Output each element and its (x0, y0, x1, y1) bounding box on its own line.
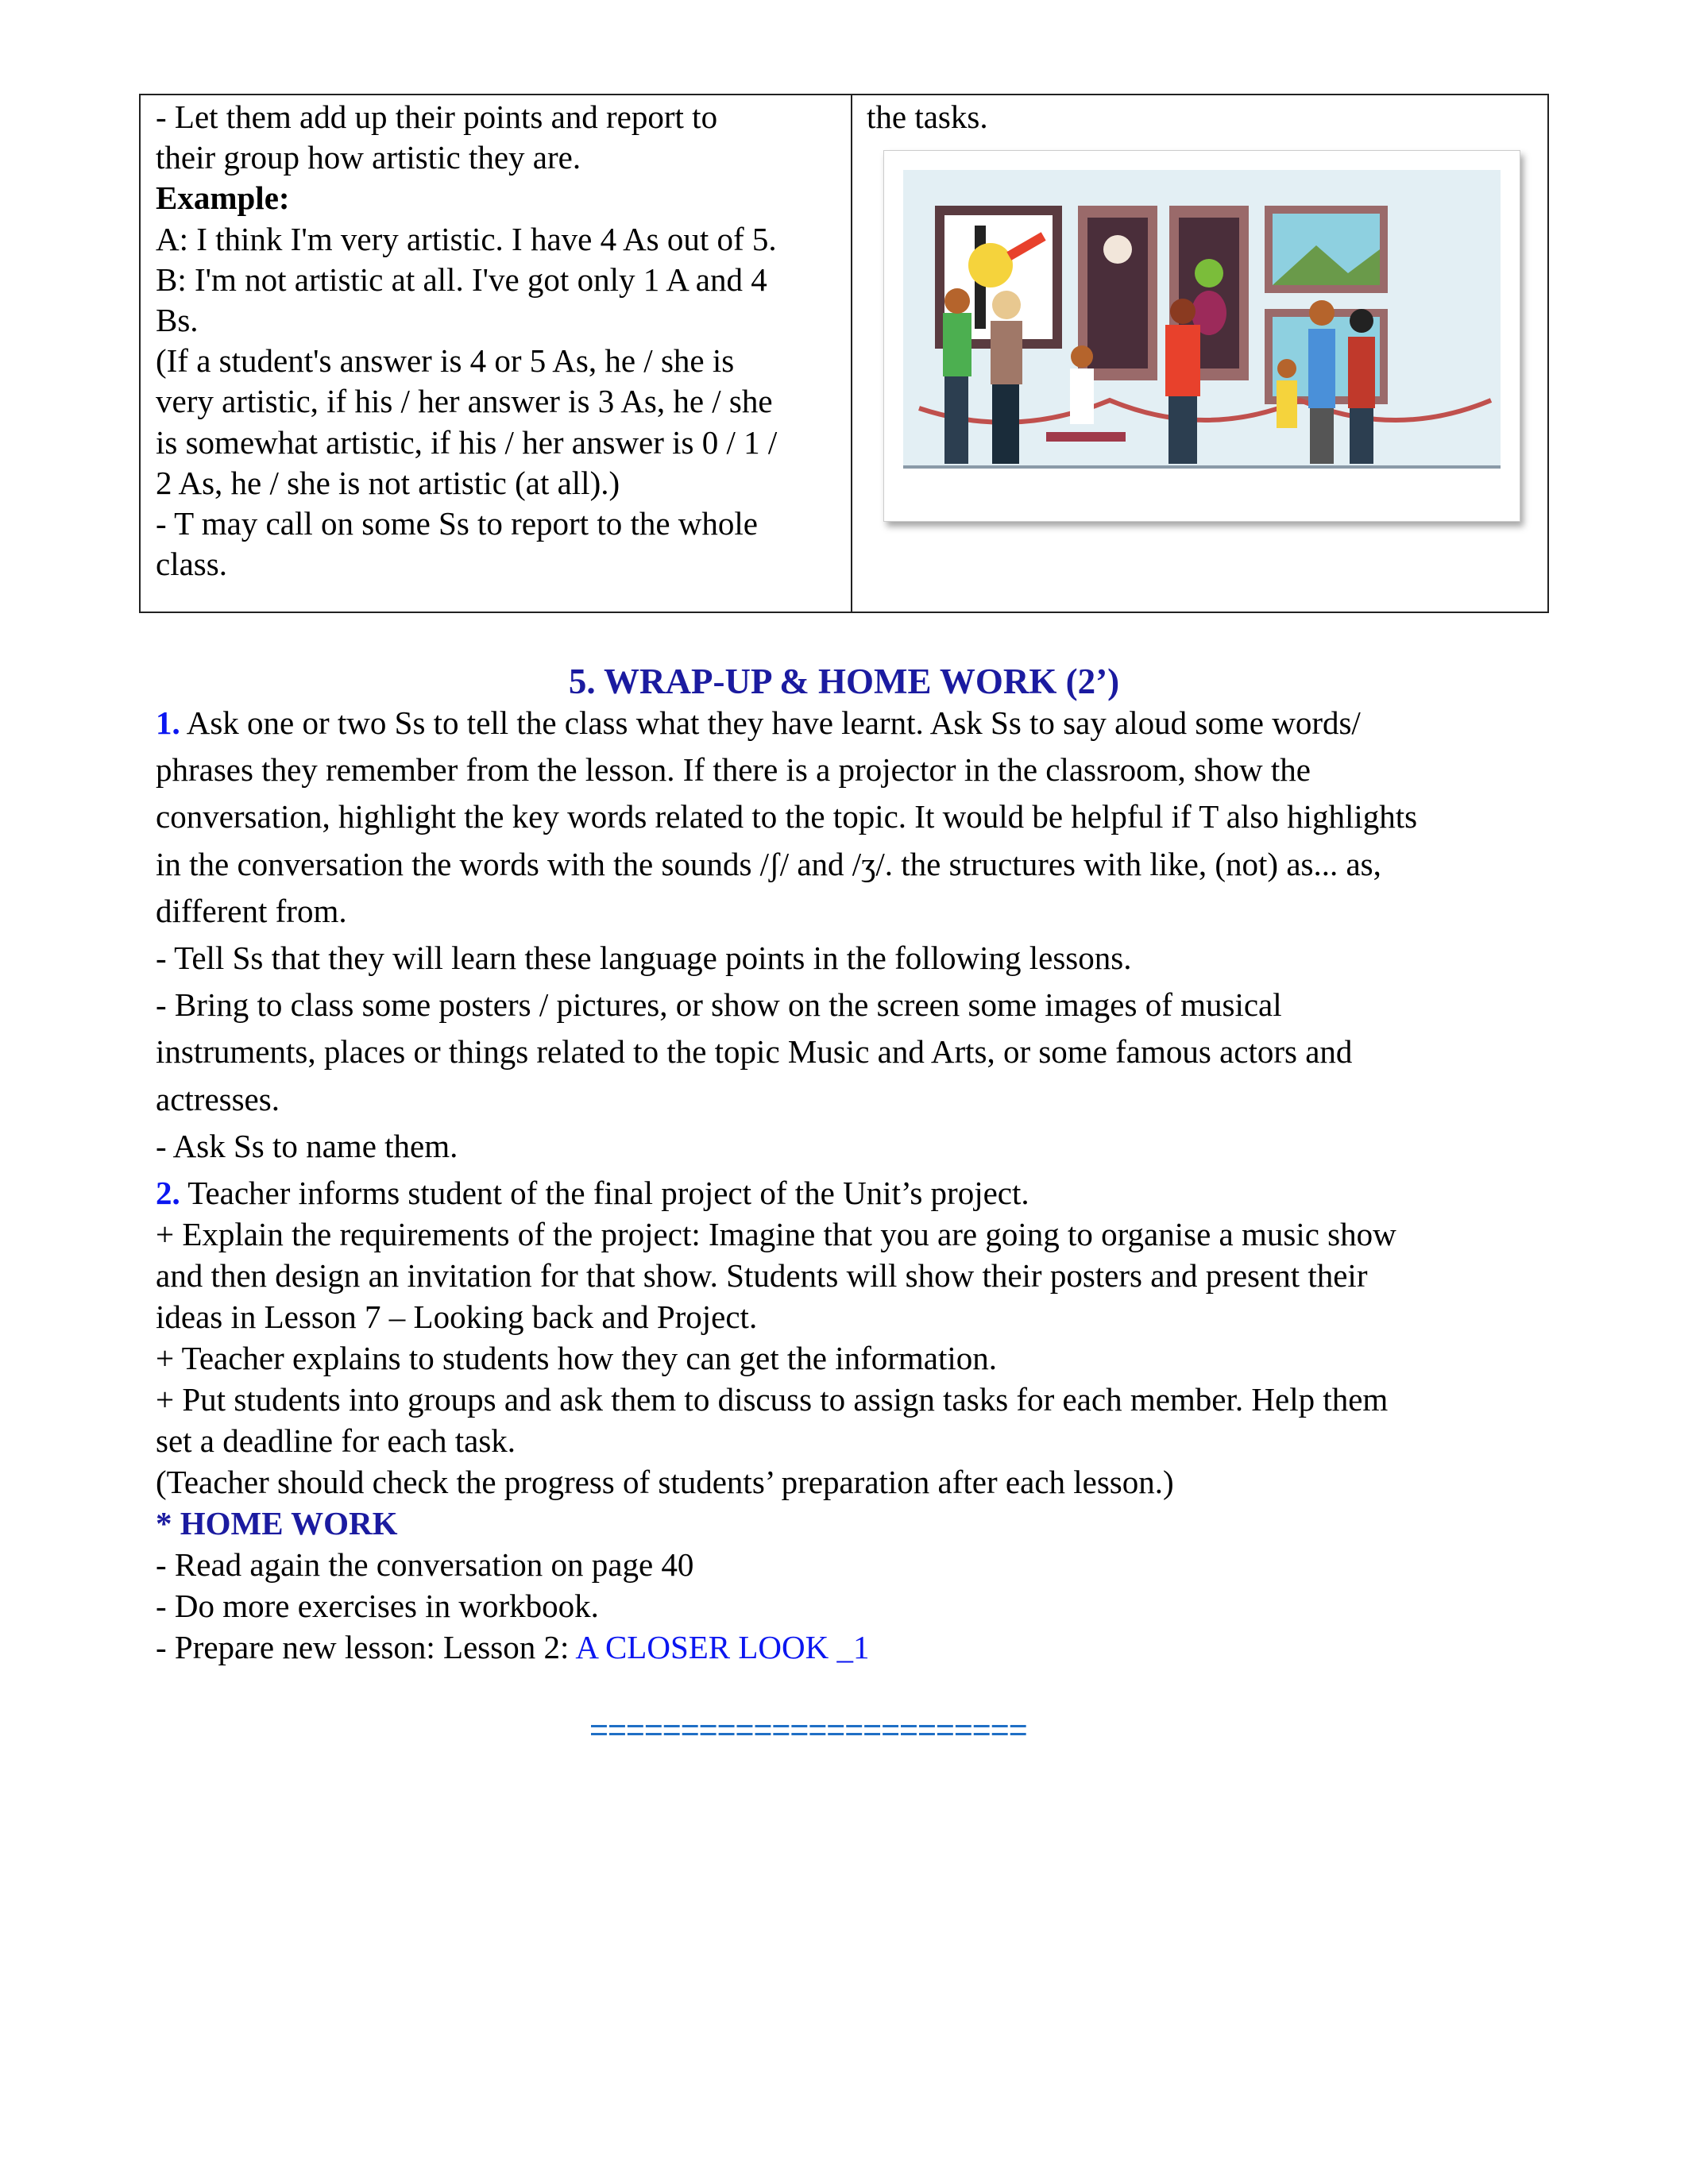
text-line: 1. Ask one or two Ss to tell the class what they have learnt. Ask Ss to say aloud some words/ (156, 704, 1361, 741)
text-line: conversation, highlight the key words related to the topic. It would be helpful if T also highlights (156, 798, 1418, 835)
text-line: B: I'm not artistic at all. I've got only 1 A and 4 (156, 260, 767, 298)
text-line: Bs. (156, 302, 199, 339)
lesson-table (139, 94, 1549, 613)
text-line: instruments, places or things related to the topic Music and Arts, or some famous actors and (156, 1033, 1353, 1071)
separator-line: ======================== (589, 1711, 1027, 1748)
art-gallery-illustration (883, 150, 1520, 522)
homework-heading: * HOME WORK (156, 1505, 398, 1542)
text-line: A: I think I'm very artistic. I have 4 As out of 5. (156, 220, 777, 257)
text-line: class. (156, 546, 227, 583)
text-line: different from. (156, 892, 347, 929)
homework-item: - Prepare new lesson: Lesson 2: A CLOSER LOOK _1 (156, 1629, 870, 1665)
table-cell-right: the tasks. (867, 98, 988, 135)
text-line: - T may call on some Ss to report to the whole (156, 505, 758, 542)
text-line: phrases they remember from the lesson. If there is a projector in the classroom, show the (156, 751, 1311, 789)
text-line: - Let them add up their points and report to (156, 98, 718, 135)
table-cell-left (156, 97, 777, 585)
text-line: + Teacher explains to students how they can get the information. (156, 1340, 998, 1376)
text-line: - Bring to class some posters / pictures, or show on the screen some images of musical (156, 986, 1282, 1024)
text-line: actresses. (156, 1080, 280, 1117)
text-line: very artistic, if his / her answer is 3 As, he / she (156, 383, 773, 420)
homework-item: - Do more exercises in workbook. (156, 1588, 599, 1624)
text-line: 2. Teacher informs student of the final project of the Unit’s project. (156, 1175, 1029, 1211)
item-number: 1. (156, 704, 180, 741)
text-line: + Explain the requirements of the project: Imagine that you are going to organise a music show (156, 1216, 1396, 1252)
text-line: and then design an invitation for that show. Students will show their posters and present their (156, 1257, 1368, 1294)
item-number: 2. (156, 1175, 180, 1211)
wrap-up-item-1 (156, 700, 1417, 1170)
wrap-up-item-2 (156, 1172, 1396, 1668)
text-line: in the conversation the words with the sounds /ʃ/ and /ʒ/. the structures with like, (not) as... as, (156, 845, 1381, 882)
text-line: ideas in Lesson 7 – Looking back and Project. (156, 1298, 758, 1335)
text-line: (If a student's answer is 4 or 5 As, he / she is (156, 342, 735, 380)
next-lesson-link: A CLOSER LOOK _1 (575, 1629, 870, 1665)
text-line: set a deadline for each task. (156, 1422, 516, 1459)
text-line: is somewhat artistic, if his / her answer is 0 / 1 / (156, 423, 778, 461)
homework-item: - Read again the conversation on page 40 (156, 1546, 694, 1583)
column-divider (851, 95, 852, 612)
text-line: their group how artistic they are. (156, 139, 581, 176)
example-label: Example: (156, 179, 290, 217)
section-heading: 5. WRAP-UP & HOME WORK (2’) (568, 662, 1120, 701)
text-line: + Put students into groups and ask them to discuss to assign tasks for each member. Help them (156, 1381, 1389, 1418)
text-line: - Tell Ss that they will learn these language points in the following lessons. (156, 940, 1132, 977)
text-line: - Ask Ss to name them. (156, 1127, 458, 1164)
text-line: (Teacher should check the progress of students’ preparation after each lesson.) (156, 1464, 1174, 1500)
text-line: 2 As, he / she is not artistic (at all).) (156, 464, 620, 501)
